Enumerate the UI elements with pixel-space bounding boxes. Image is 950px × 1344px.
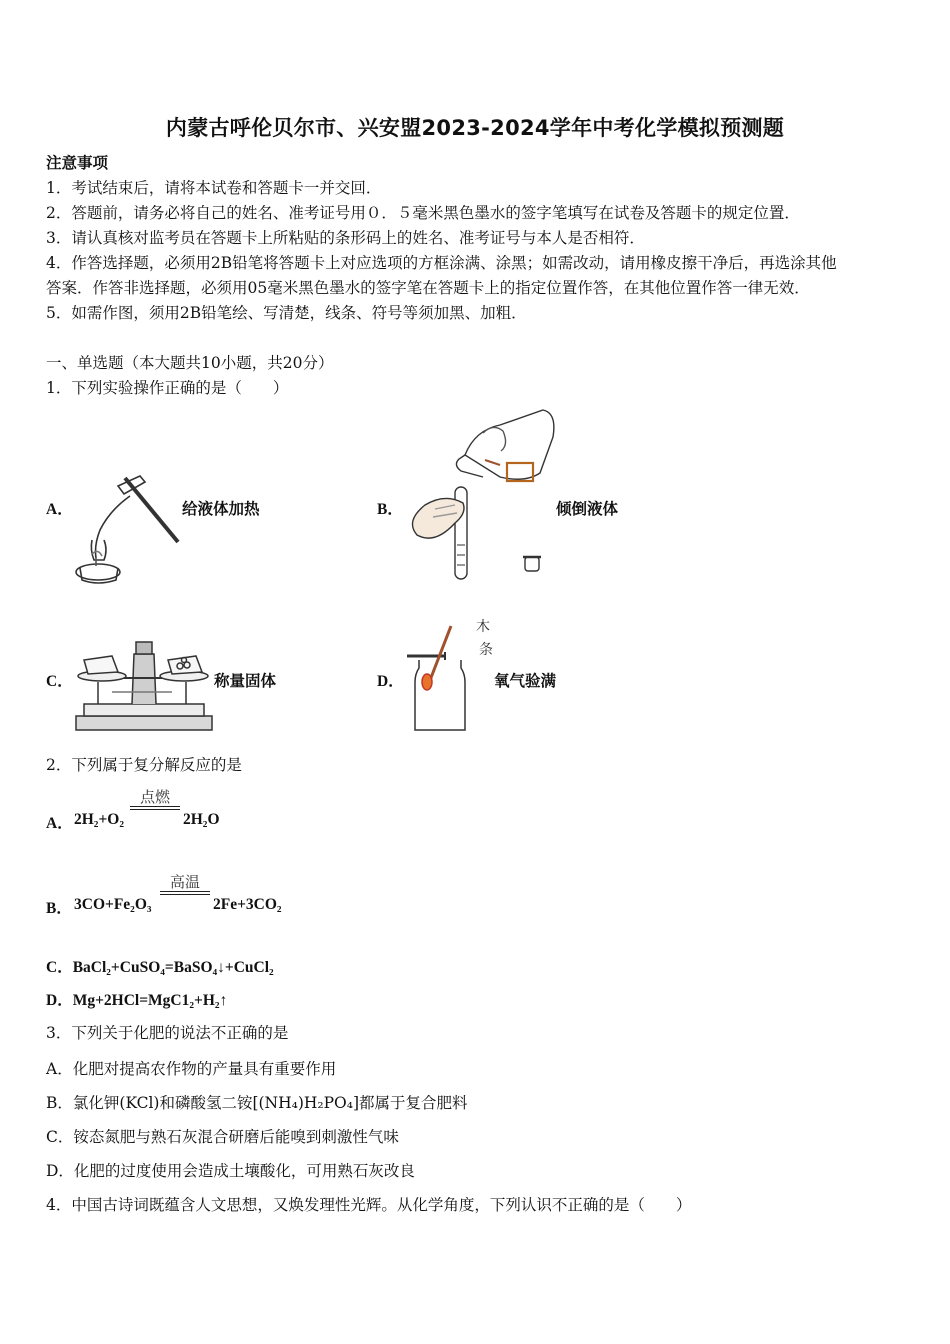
section-heading: 一、单选题（本大题共10小题，共20分）	[46, 354, 334, 372]
q3-option: B．氯化钾(KCl)和磷酸氢二铵[(NH₄)H₂PO₄]都属于复合肥料	[46, 1094, 468, 1112]
notice-item: 2．答题前，请务必将自己的姓名、准考证号用０．５毫米黑色墨水的签字笔填写在试卷及答题卡的规定位置．	[46, 204, 800, 222]
page-title: 内蒙古呼伦贝尔市、兴安盟2023-2024学年中考化学模拟预测题	[165, 116, 785, 140]
q2-option-b-equals-top	[160, 891, 210, 892]
notice-heading: 注意事项	[46, 153, 109, 172]
oxygen-test-illustration	[405, 618, 500, 738]
notice-item: 4．作答选择题，必须用2B铅笔将答题卡上对应选项的方框涂满、涂黑；如需改动，请用橡皮擦干净后，再选涂其他	[46, 254, 837, 272]
q1-option-b-letter: B．	[377, 501, 403, 518]
question-2-stem: 2．下列属于复分解反应的是	[46, 756, 242, 774]
q2-option-a-equals-bottom	[130, 809, 180, 810]
notice-item: 1．考试结束后，请将本试卷和答题卡一并交回．	[46, 179, 382, 197]
q2-option-b-products: 2Fe+3CO₂	[213, 896, 282, 913]
heating-liquid-illustration	[70, 470, 185, 585]
pouring-liquid-illustration	[405, 405, 560, 585]
notice-item: 3．请认真核对监考员在答题卡上所粘贴的条形码上的姓名、准考证号与本人是否相符．	[46, 229, 645, 247]
notice-item: 5．如需作图，须用2B铅笔绘、写清楚，线条、符号等须加黑、加粗．	[46, 304, 527, 322]
q1-option-a-letter: A．	[46, 501, 73, 518]
q2-option-a-letter: A．	[46, 815, 73, 832]
q2-option-a-reactants: 2H₂+O₂	[74, 811, 124, 828]
q2-option-c: C．BaCl₂+CuSO₄=BaSO₄↓+CuCl₂	[46, 959, 274, 976]
q1-option-d-letter: D．	[377, 673, 404, 690]
q2-option-a-equals-top	[130, 806, 180, 807]
q2-option-b-letter: B．	[46, 900, 72, 917]
q1-option-d-label: 氧气验满	[494, 671, 557, 690]
q2-option-b-reactants: 3CO+Fe₂O₃	[74, 896, 152, 913]
balance-weighing-illustration	[72, 638, 217, 733]
q1-option-a-label: 给液体加热	[182, 499, 260, 518]
q2-option-b-equals-bottom	[160, 894, 210, 895]
q3-option: C．铵态氮肥与熟石灰混合研磨后能嗅到刺激性气味	[46, 1128, 399, 1146]
q2-option-b-condition: 高温	[169, 873, 200, 891]
notice-item: 答案．作答非选择题，必须用05毫米黑色墨水的签字笔在答题卡上的指定位置作答，在其他位置作答一律无效．	[46, 279, 810, 297]
q1-option-b-label: 倾倒液体	[556, 499, 619, 518]
stick-label-1: 木	[476, 619, 490, 635]
q2-option-a-products: 2H₂O	[183, 811, 220, 828]
stick-label-2: 条	[479, 642, 493, 658]
q1-option-c-letter: C．	[46, 673, 73, 690]
q2-option-a-condition: 点燃	[139, 788, 170, 806]
question-3-stem: 3．下列关于化肥的说法不正确的是	[46, 1024, 289, 1042]
q2-option-d: D．Mg+2HCl=MgC1₂+H₂↑	[46, 992, 228, 1009]
q3-option: A．化肥对提高农作物的产量具有重要作用	[46, 1060, 337, 1078]
question-1-stem: 1．下列实验操作正确的是（ ）	[46, 379, 289, 397]
question-4-stem: 4．中国古诗词既蕴含人文思想，又焕发理性光辉。从化学角度，下列认识不正确的是（ ）	[46, 1196, 692, 1214]
q1-option-c-label: 称量固体	[214, 671, 277, 690]
q3-option: D．化肥的过度使用会造成土壤酸化，可用熟石灰改良	[46, 1162, 415, 1180]
